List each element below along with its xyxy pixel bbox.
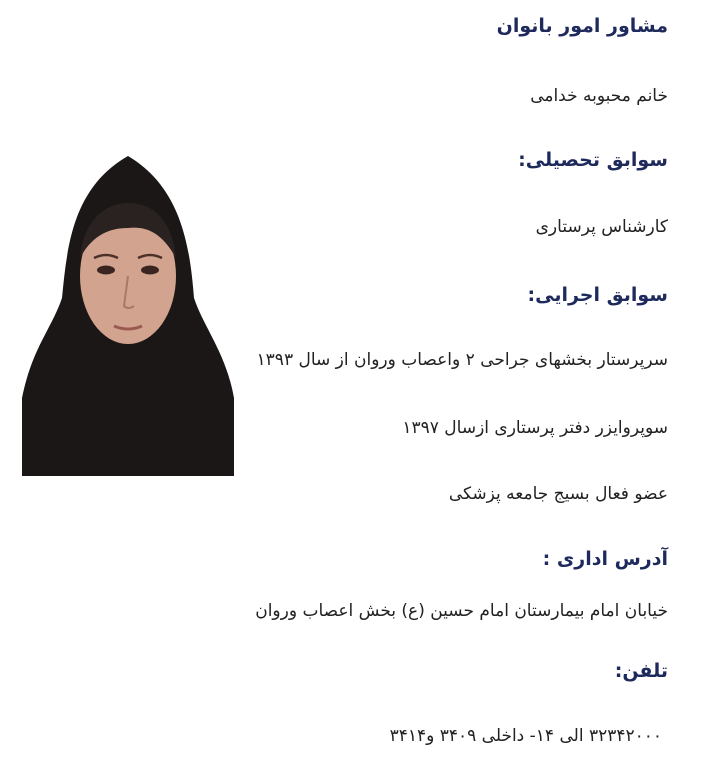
education-heading: سوابق تحصیلی:	[518, 149, 668, 171]
executive-item: سوپروایزر دفتر پرستاری ازسال ۱۳۹۷	[402, 418, 668, 438]
phone-value: ۳۲۳۴۲۰۰۰ الی ۱۴- داخلی ۳۴۰۹ و۳۴۱۴	[389, 726, 662, 746]
portrait-image	[22, 148, 234, 476]
address-heading: آدرس اداری :	[542, 548, 668, 570]
executive-item: عضو فعال بسیج جامعه پزشکی	[448, 484, 668, 504]
address-value: خیابان امام بیمارستان امام حسین (ع) بخش اعصاب وروان	[255, 601, 668, 621]
role-title: مشاور امور بانوان	[496, 15, 668, 37]
education-item: کارشناس پرستاری	[535, 217, 668, 237]
executive-item: سرپرستار بخشهای جراحی ۲ واعصاب وروان از سال ۱۳۹۳	[256, 350, 668, 370]
phone-heading: تلفن:	[614, 660, 668, 682]
profile-photo	[22, 148, 234, 476]
person-name: خانم محبوبه خدامی	[530, 86, 668, 106]
executive-heading: سوابق اجرایی:	[527, 284, 668, 306]
